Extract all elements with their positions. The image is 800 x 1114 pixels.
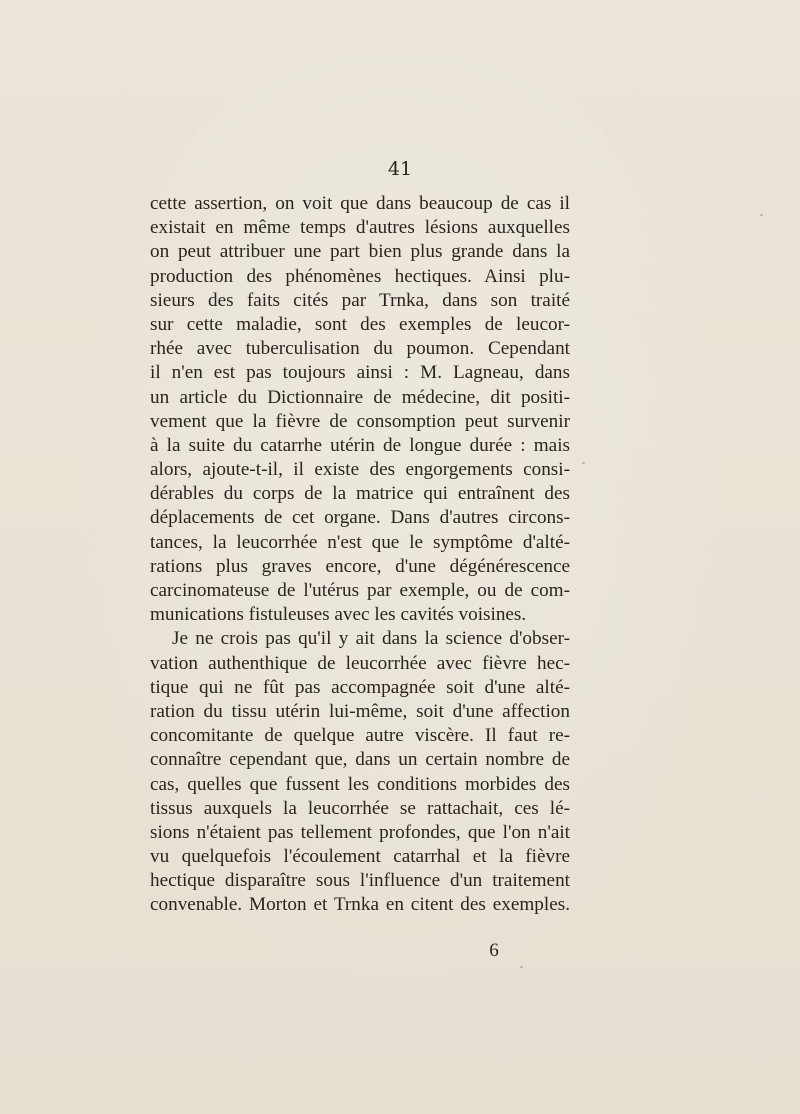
text-line: convenable. Morton et Trnka en citent des exemples. bbox=[150, 894, 570, 916]
paper-speck bbox=[520, 966, 523, 968]
text-line: rhée avec tuberculisation du poumon. Cependant bbox=[150, 338, 570, 360]
text-line: hectique disparaître sous l'influence d'un traitement bbox=[150, 870, 570, 892]
text-line: carcinomateuse de l'utérus par exemple, ou de com- bbox=[150, 580, 570, 601]
text-line: à la suite du catarrhe utérin de longue durée : mais bbox=[150, 434, 570, 456]
text-line: on peut attribuer une part bien plus grande dans la bbox=[150, 241, 570, 263]
paper-speck bbox=[582, 462, 585, 464]
paper-speck bbox=[760, 214, 763, 216]
text-line: production des phénomènes hectiques. Ainsi plu- bbox=[150, 265, 570, 287]
paragraph-2 bbox=[150, 627, 570, 917]
text-line: existait en même temps d'autres lésions auxquelles bbox=[150, 217, 570, 239]
text-line: alors, ajoute-t-il, il existe des engorgements consi- bbox=[150, 459, 570, 481]
text-line: cas, quelles que fussent les conditions morbides des bbox=[150, 773, 570, 795]
text-line: sieurs des faits cités par Trnka, dans son traité bbox=[150, 289, 570, 311]
signature-mark bbox=[0, 940, 800, 962]
text-line: connaître cependant que, dans un certain nombre de bbox=[150, 749, 570, 771]
text-line: vation authenthique de leucorrhée avec fièvre hec- bbox=[150, 652, 570, 674]
text-line: sur cette maladie, sont des exemples de leucor- bbox=[150, 313, 570, 335]
text-line: rations plus graves encore, d'une dégénérescence bbox=[150, 555, 570, 577]
text-line: tissus auxquels la leucorrhée se rattachait, ces lé- bbox=[150, 797, 570, 819]
signature-number: 6 bbox=[489, 940, 499, 961]
text-line: concomitante de quelque autre viscère. Il faut re- bbox=[150, 725, 570, 747]
text-line: tances, la leucorrhée n'est que le symptôme d'alté- bbox=[150, 531, 570, 553]
text-line: Je ne crois pas qu'il y ait dans la science d'obser- bbox=[172, 628, 570, 650]
page-number: 41 bbox=[387, 158, 413, 180]
text-line: vu quelquefois l'écoulement catarrhal et la fièvre bbox=[150, 846, 570, 868]
paragraph-1 bbox=[150, 192, 570, 627]
text-line: un article du Dictionnaire de médecine, dit positi- bbox=[150, 386, 570, 408]
text-line: munications fistuleuses avec les cavités voisines. bbox=[150, 604, 527, 626]
text-line: ration du tissu utérin lui-même, soit d'une affection bbox=[150, 700, 570, 722]
text-line: dérables du corps de la matrice qui entraînent des bbox=[150, 483, 570, 505]
text-line: il n'en est pas toujours ainsi : M. Lagneau, dans bbox=[150, 362, 570, 384]
text-line: vement que la fièvre de consomption peut survenir bbox=[150, 410, 570, 432]
text-line: tique qui ne fût pas accompagnée soit d'une alté- bbox=[150, 676, 570, 698]
text-line: déplacements de cet organe. Dans d'autres circons- bbox=[150, 507, 570, 529]
body-text bbox=[150, 192, 570, 918]
text-line: sions n'étaient pas tellement profondes, que l'on n'ait bbox=[150, 821, 570, 843]
text-line: cette assertion, on voit que dans beaucoup de cas il bbox=[150, 193, 570, 214]
